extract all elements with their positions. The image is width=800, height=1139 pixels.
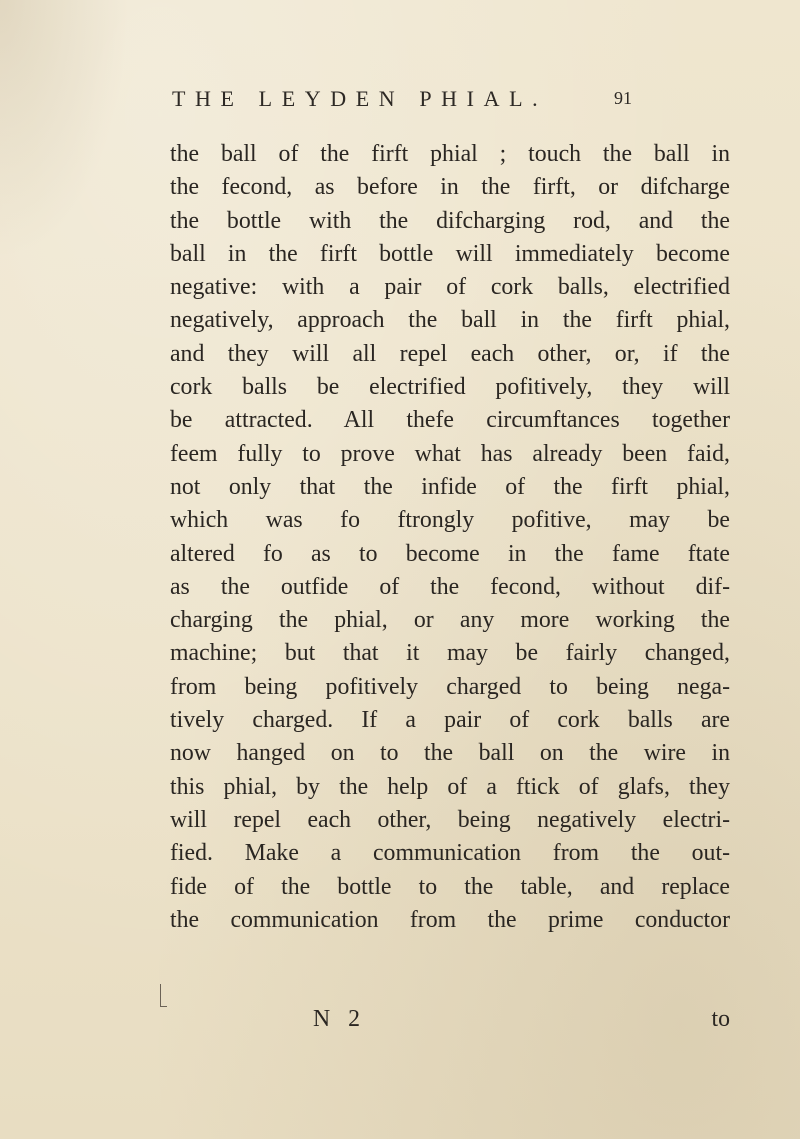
text-line: from being pofitively charged to being nega- (170, 673, 730, 700)
text-line: now hanged on to the ball on the wire in (170, 740, 730, 767)
margin-bracket (160, 984, 167, 1007)
text-line: cork balls be electrified pofitively, they will (170, 374, 730, 401)
body-text (170, 138, 730, 937)
text-line: will repel each other, being negatively electri- (170, 806, 730, 833)
text-line: negatively, approach the ball in the firft phial, (170, 307, 730, 334)
page-number: 91 (614, 88, 632, 108)
text-line: fied. Make a communication from the out- (170, 840, 730, 867)
text-line: negative: with a pair of cork balls, electrified (170, 274, 730, 301)
text-line: as the outfide of the fecond, without dif- (170, 573, 730, 600)
text-line: altered fo as to become in the fame ftate (170, 540, 730, 567)
running-title: THE LEYDEN PHIAL. (172, 86, 548, 111)
text-line: the bottle with the difcharging rod, and the (170, 207, 730, 234)
text-line: charging the phial, or any more working the (170, 607, 730, 634)
text-line: which was fo ftrongly pofitive, may be (170, 507, 730, 534)
text-line: the communication from the prime conductor (170, 906, 730, 933)
text-line: feem fully to prove what has already been faid, (170, 440, 730, 467)
text-line: the fecond, as before in the firft, or difcharge (170, 174, 730, 201)
text-line: machine; but that it may be fairly changed, (170, 640, 730, 667)
text-line: tively charged. If a pair of cork balls are (170, 707, 730, 734)
running-head (172, 86, 632, 116)
text-line: not only that the infide of the firft phial, (170, 473, 730, 500)
signature-mark: N 2 (313, 1006, 367, 1032)
text-line: and they will all repel each other, or, if the (170, 340, 730, 367)
text-line: ball in the firft bottle will immediately become (170, 240, 730, 267)
paper-stain (0, 0, 130, 260)
text-line: be attracted. All thefe circumftances together (170, 407, 730, 434)
text-line: the ball of the firft phial ; touch the ball in (170, 141, 730, 167)
catchword: to (711, 1006, 730, 1032)
page-footer (170, 1006, 730, 1040)
text-line: this phial, by the help of a ftick of glafs, they (170, 773, 730, 800)
text-line: fide of the bottle to the table, and replace (170, 873, 730, 900)
